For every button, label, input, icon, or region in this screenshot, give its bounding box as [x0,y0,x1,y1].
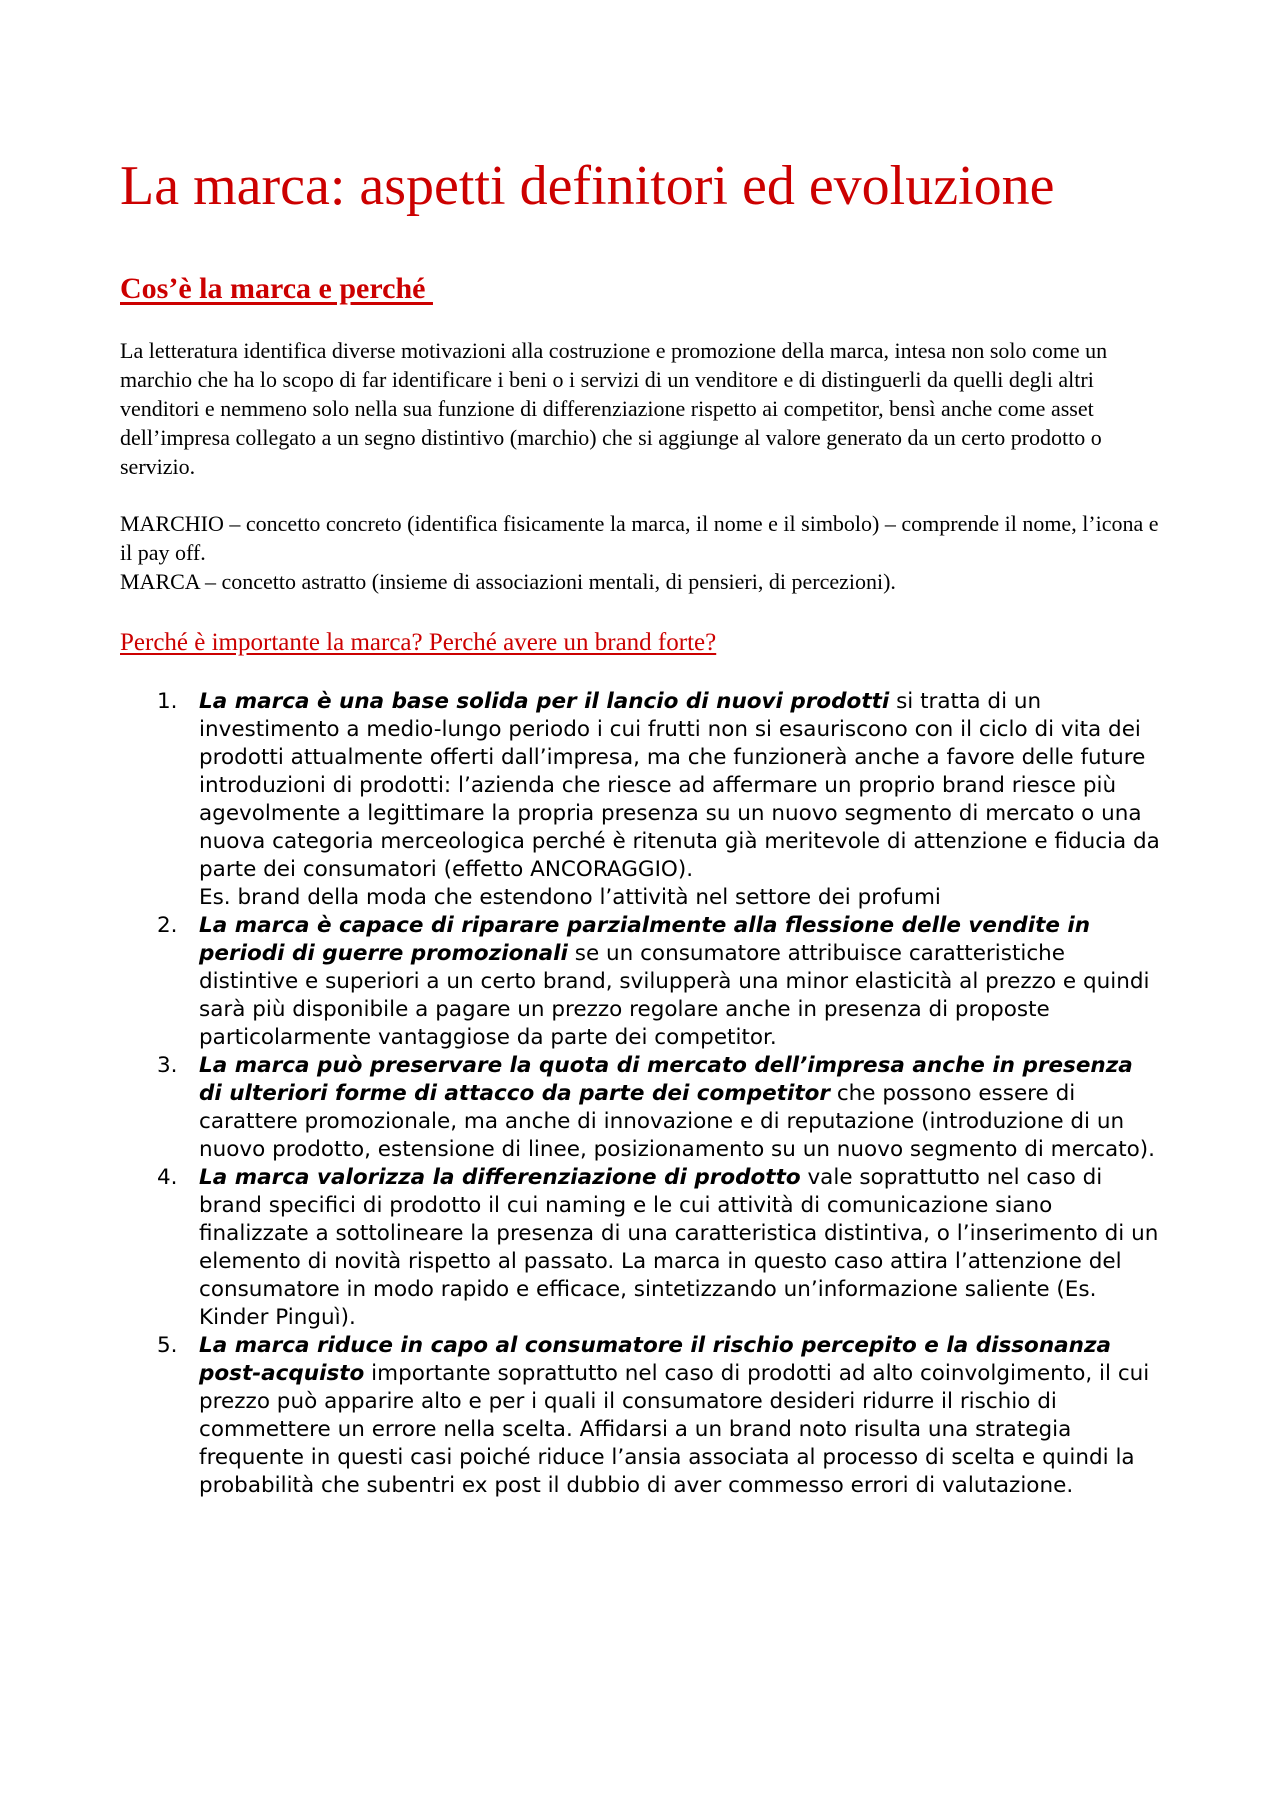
list-item-text: se un consumatore attribuisce caratteristiche distintive e superiori a un certo brand, svilupperà una minor elasticità al prezzo e quindi sarà più disponibile a pagare un prezzo regolare anche in presenza di proposte particolarmente vantaggiose da parte dei competitor. [199,941,1150,1050]
list-item-lead: La marca può preservare la quota di mercato dell’impresa anche in presenza di ulteriori forme di attacco da parte dei competitor [199,1053,1133,1106]
list-item [120,1164,1160,1332]
reasons-list [120,688,1160,1500]
list-item-lead: La marca riduce in capo al consumatore il rischio percepito e la dissonanza post-acquisto [199,1333,1111,1386]
document-title: La marca: aspetti definitori ed evoluzione [120,155,1055,217]
list-item-text: che possono essere di carattere promozionale, ma anche di innovazione e di reputazione (introduzione di un nuovo prodotto, estensione di linee, posizionamento su un nuovo segmento di mercato). [199,1081,1156,1162]
list-item-text: si tratta di un investimento a medio-lungo periodo i cui frutti non si esauriscono con il ciclo di vita dei prodotti attualmente offerti dall’impresa, ma che funzionerà anche a favore delle future introduzioni di prodotti: l’azienda che riesce ad affermare un proprio brand riesce più agevolmente a legittimare la propria presenza su un nuovo segmento di mercato o una nuova categoria merceologica perché è ritenuta già meritevole di attenzione e fiducia da parte dei consumatori (effetto ANCORAGGIO). [199,689,1160,882]
definition-marchio: MARCHIO – concetto concreto (identifica fisicamente la marca, il nome e il simbolo) – comprende il nome, l’icona e il pay off. [120,511,1159,565]
list-item [120,1052,1160,1164]
list-item-number: 1. [157,689,178,714]
section-heading: Cos’è la marca e perché [120,272,433,305]
intro-paragraph: La letteratura identifica diverse motivazioni alla costruzione e promozione della marca, intesa non solo come un marchio che ha lo scopo di far identificare i beni o i servizi di un venditore e di distinguerli da quelli degli altri venditori e nemmeno solo nella sua funzione di differenziazione rispetto ai competitor, bensì anche come asset dell’impresa collegato a un segno distintivo (marchio) che si aggiunge al valore generato da un certo prodotto o servizio. [120,338,1108,479]
definition-marca: MARCA – concetto astratto (insieme di associazioni mentali, di pensieri, di percezioni). [120,569,896,594]
list-item-example: Es. brand della moda che estendono l’attività nel settore dei profumi [199,885,941,910]
list-item-number: 3. [157,1053,178,1078]
list-item-lead: La marca è una base solida per il lancio di nuovi prodotti [199,689,890,714]
list-item [120,912,1160,1052]
list-item-text: vale soprattutto nel caso di brand specifici di prodotto il cui naming e le cui attività di comunicazione siano finalizzate a sottolineare la presenza di una caratteristica distintiva, o l’inserimento di un elemento di novità rispetto al passato. La marca in questo caso attira l’attenzione del consumatore in modo rapido e efficace, sintetizzando un’informazione saliente (Es. Kinder Pinguì). [199,1165,1159,1330]
importance-subheading: Perché è importante la marca? Perché avere un brand forte? [120,629,717,656]
list-item-number: 5. [157,1333,178,1358]
list-item-text: importante soprattutto nel caso di prodotti ad alto coinvolgimento, il cui prezzo può apparire alto e per i quali il consumatore desideri ridurre il rischio di commettere un errore nella scelta. Affidarsi a un brand noto risulta una strategia frequente in questi casi poiché riduce l’ansia associata al processo di scelta e quindi la probabilità che subentri ex post il dubbio di aver commesso errori di valutazione. [199,1361,1150,1498]
list-item-number: 2. [157,913,178,938]
definitions-block [120,509,1170,596]
list-item-lead: La marca valorizza la differenziazione di prodotto [199,1165,801,1190]
list-item-number: 4. [157,1165,178,1190]
list-item-lead: La marca è capace di riparare parzialmente alla flessione delle vendite in periodi di guerre promozionali [199,913,1091,966]
list-item [120,1332,1160,1500]
list-item [120,688,1160,912]
